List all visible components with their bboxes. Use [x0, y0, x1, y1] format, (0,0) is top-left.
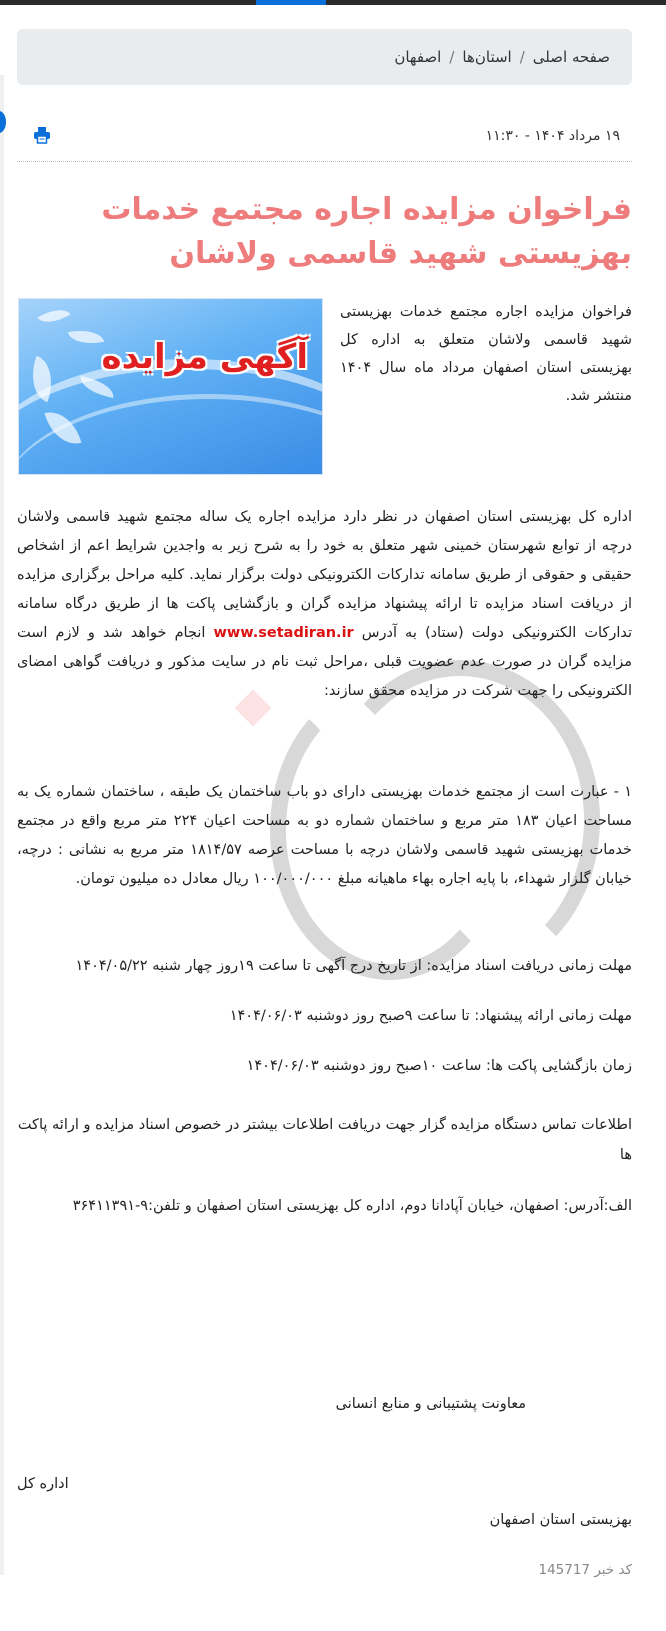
side-indicator-icon[interactable] [0, 111, 6, 133]
leaf-icon [38, 302, 71, 329]
setadiran-link[interactable]: www.setadiran.ir [213, 625, 354, 641]
breadcrumb-home[interactable]: صفحه اصلی [532, 48, 610, 66]
contact-intro: اطلاعات تماس دستگاه مزایده گزار جهت دریافت اطلاعات بیشتر در خصوص اسناد مزایده و ارائه پاکت ها [17, 1117, 632, 1163]
breadcrumb-separator: / [519, 48, 525, 66]
article-lead: فراخوان مزایده اجاره مجتمع خدمات بهزیستی شهید قاسمی ولاشان متعلق به اداره کل بهزیستی استان اصفهان مرداد ماه سال ۱۴۰۴ منتشر شد. [340, 304, 632, 404]
leaf-icon [68, 326, 104, 348]
opening-time: زمان بازگشایی پاکت ها: ساعت ۱۰صبح روز دوشنبه ۱۴۰۴/۰۶/۰۳ [246, 1058, 632, 1074]
banner-text: آگهی مزایده [101, 337, 308, 377]
deadline-documents: مهلت زمانی دریافت اسناد مزایده: از تاریخ درج آگهی تا ساعت ۱۹روز چهار شنبه ۱۴۰۴/۰۵/۲۲ [75, 958, 632, 974]
article-title: فراخوان مزایده اجاره مجتمع خدمات بهزیستی شهید قاسمی ولاشان [101, 192, 632, 271]
print-icon[interactable] [33, 126, 51, 144]
left-rail [0, 75, 4, 1575]
article-meta [17, 120, 632, 162]
news-code: کد خبر 145717 [538, 1562, 632, 1578]
auction-banner-image [18, 298, 323, 475]
publish-date: ۱۹ مرداد ۱۴۰۴ - ۱۱:۳۰ [485, 128, 620, 144]
paragraph-intro [17, 503, 632, 706]
breadcrumb [17, 29, 632, 85]
signature-department: معاونت پشتیبانی و منابع انسانی [335, 1396, 526, 1412]
breadcrumb-isfahan[interactable]: اصفهان [394, 48, 442, 66]
paragraph-text: اداره کل بهزیستی استان اصفهان در نظر دارد مزایده اجاره یک ساله مجتمع شهید قاسمی ولاشان درچه از توابع شهرستان خمینی شهر متعلق به خود را به شرح زیر به واجدین شرایط اعم از اشخاص حقیقی و حقوقی از طریق سامانه تدارکات الکترونیکی دولت برگزار نماید. کلیه مراحل برگزاری مزایده از دریافت اسناد مزایده تا ارائه پیشنهاد مزایده گران و بازگشایی پاکت ها از طریق درگاه سامانه تدارکات الکترونیکی دولت (ستاد) به آدرس [17, 509, 633, 641]
top-bar-active-tab[interactable] [256, 0, 326, 5]
paragraph-text: انجام خواهد شد و لازم است مزایده گران در صورت عدم عضویت قبلی ،مراحل ثبت نام در سایت مذکور و دریافت گواهی امضای الکترونیکی را جهت شرکت در مزایده محقق سازند: [17, 625, 632, 699]
breadcrumb-provinces[interactable]: استان‌ها [462, 48, 512, 66]
paragraph-property: ۱ - عبارت است از مجتمع خدمات بهزیستی دارای دو باب ساختمان یک طبقه ، ساختمان شماره یک به مساحت اعیان ۱۸۳ متر مربع و ساختمان شماره دو به مساحت اعیان ۲۲۴ متر مربع واقع در مجتمع خدمات بهزیستی شهید قاسمی ولاشان درچه با مساحت عرصه ۱۸۱۴/۵۷ متر مربع به نشانی : درچه، خیابان گلزار شهداء، با پایه اجاره بهاء ماهیانه مبلغ ۱۰۰/۰۰۰/۰۰۰ ریال معادل ده میلیون تومان. [17, 784, 633, 887]
signature-office: اداره کل [17, 1476, 69, 1492]
contact-address: الف:آدرس: اصفهان، خیابان آپادانا دوم، اداره کل بهزیستی استان اصفهان و تلفن:۹-۳۶۴۱۱۳۹۱ [72, 1198, 632, 1214]
top-bar [0, 0, 666, 5]
breadcrumb-separator: / [449, 48, 455, 66]
signature-organization: بهزیستی استان اصفهان [489, 1512, 632, 1528]
deadline-proposal: مهلت زمانی ارائه پیشنهاد: تا ساعت ۹صبح روز دوشنبه ۱۴۰۴/۰۶/۰۳ [229, 1008, 632, 1024]
